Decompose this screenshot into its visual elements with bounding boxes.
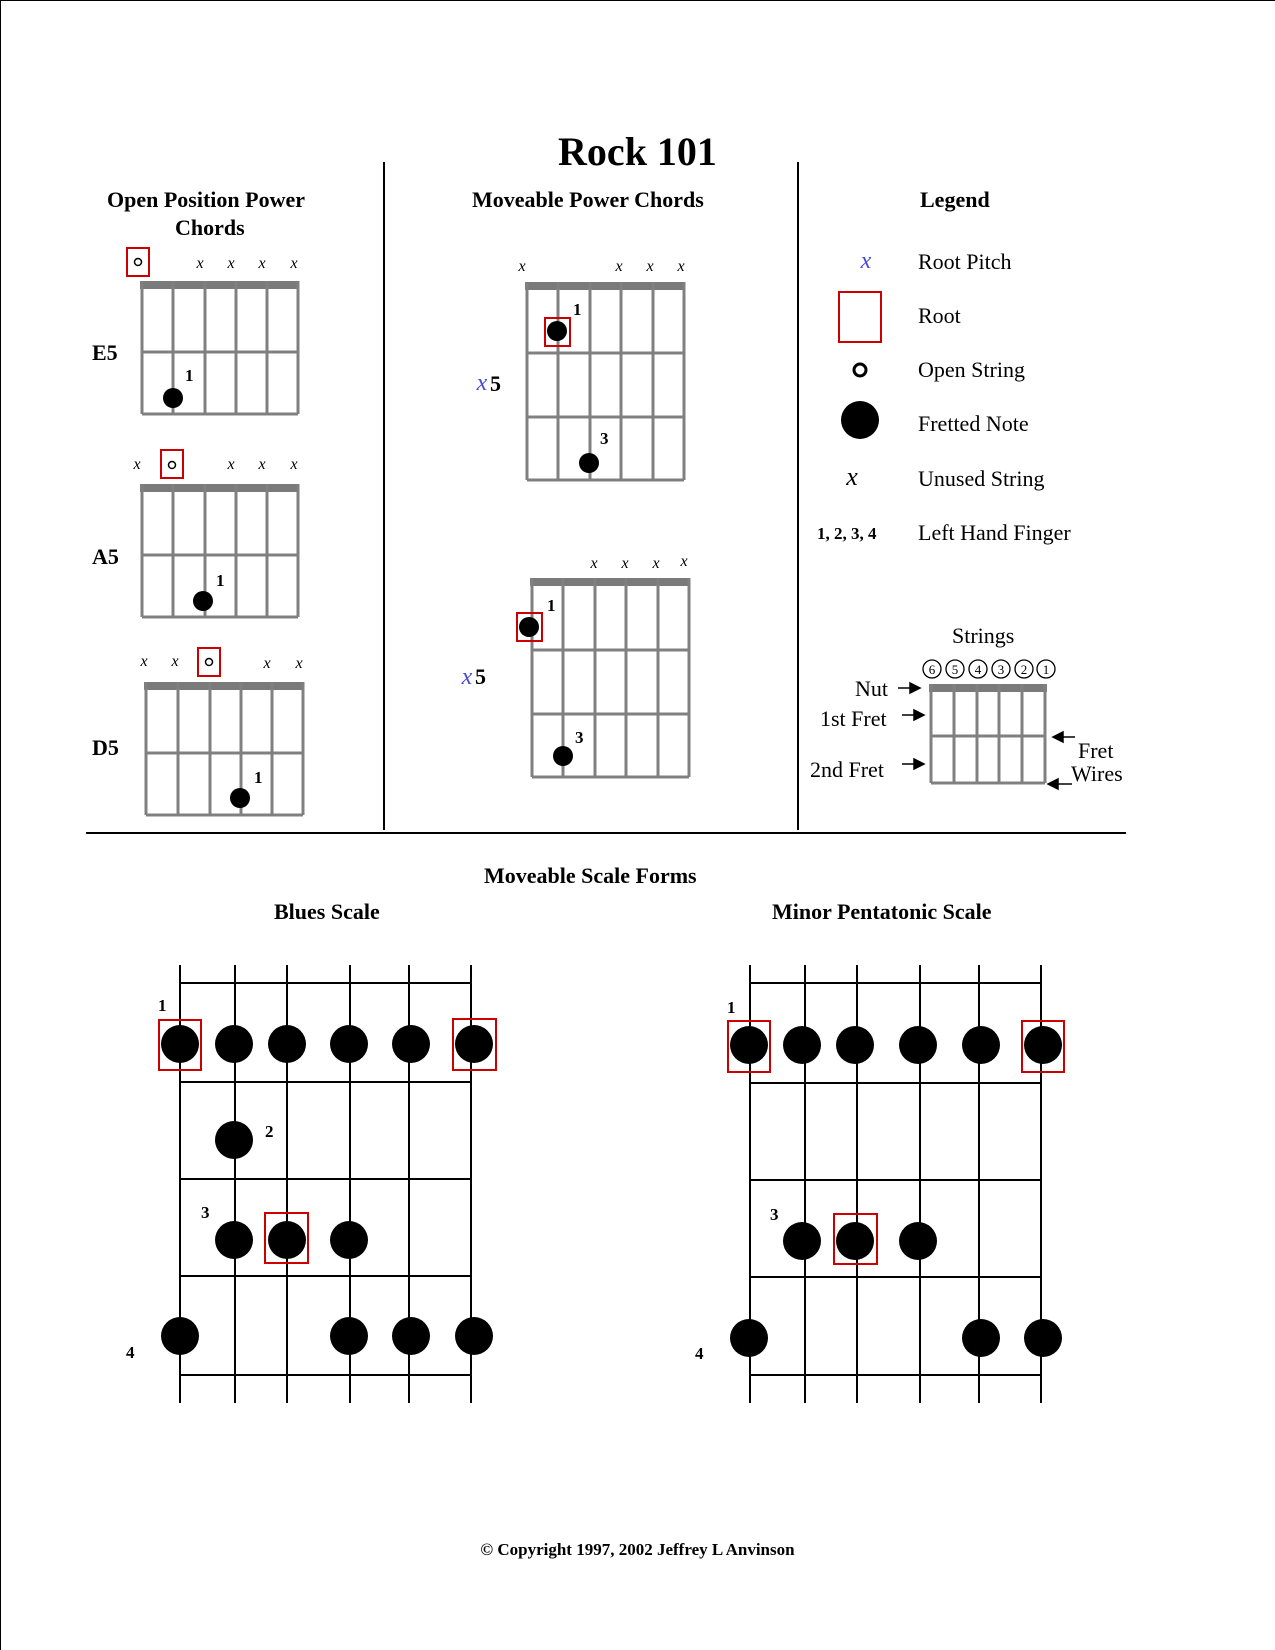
finger-number: 1 [547, 596, 556, 615]
unused-string-marker: x [518, 258, 526, 275]
root-pitch-icon: x [476, 370, 488, 396]
fretted-note [579, 453, 599, 473]
legend-heading: Legend [920, 187, 990, 212]
strings-title: Strings [952, 623, 1015, 648]
scale-note [1024, 1319, 1062, 1357]
scale-note [330, 1025, 368, 1063]
open-position-heading-line2: Chords [175, 215, 245, 240]
fretted-note [193, 591, 213, 611]
unused-string-marker: x [171, 653, 179, 670]
moveable-chord-diagram-1 [476, 258, 685, 480]
svg-text:5: 5 [951, 662, 959, 677]
scale-note [215, 1025, 253, 1063]
blues-scale-title: Blues Scale [274, 899, 380, 924]
scale-note [161, 1025, 199, 1063]
finger-number: 1 [254, 768, 263, 787]
scale-note [392, 1317, 430, 1355]
copyright: © Copyright 1997, 2002 Jeffrey L Anvinson [480, 1540, 795, 1559]
unused-string-marker: x [133, 456, 141, 473]
moveable-power-heading: Moveable Power Chords [472, 187, 704, 212]
finger-number: 3 [770, 1205, 779, 1224]
unused-string-marker: x [290, 255, 298, 272]
legend-label-fretted-note: Fretted Note [918, 411, 1029, 436]
legend-label-root: Root [918, 303, 961, 328]
fretted-note [547, 321, 567, 341]
chord-diagram-e5 [127, 248, 299, 414]
svg-text:1: 1 [1042, 662, 1050, 677]
finger-number: 3 [600, 429, 609, 448]
scale-note [215, 1121, 253, 1159]
label-2nd-fret: 2nd Fret [810, 757, 884, 782]
unused-string-marker: x [680, 553, 688, 570]
scale-note [730, 1026, 768, 1064]
legend-finger-numbers: 1, 2, 3, 4 [817, 524, 877, 543]
scale-note [899, 1026, 937, 1064]
unused-string-marker: x [677, 258, 685, 275]
scale-note [836, 1222, 874, 1260]
finger-number: 1 [216, 571, 225, 590]
open-string-icon [854, 364, 866, 376]
unused-string-marker: x [590, 555, 598, 572]
moveable-chord-diagram-2 [461, 553, 690, 777]
unused-string-marker: x [258, 255, 266, 272]
legend-label-root-pitch: Root Pitch [918, 249, 1012, 274]
scale-note [899, 1222, 937, 1260]
unused-string-marker: x [258, 456, 266, 473]
scale-note [268, 1221, 306, 1259]
unused-string-marker: x [263, 655, 271, 672]
scale-note [783, 1026, 821, 1064]
label-fret-wires-1: Fret [1078, 738, 1114, 763]
legend-label-unused-string: Unused String [918, 466, 1045, 491]
scale-note [215, 1221, 253, 1259]
page-title: Rock 101 [558, 129, 717, 174]
scale-note [455, 1025, 493, 1063]
scale-note [161, 1317, 199, 1355]
unused-string-marker: x [227, 255, 235, 272]
root-pitch-icon: x [860, 248, 872, 274]
finger-number: 1 [185, 366, 194, 385]
fretted-note [553, 746, 573, 766]
finger-number: 4 [695, 1344, 704, 1363]
scale-note [268, 1025, 306, 1063]
finger-number: 4 [126, 1343, 135, 1362]
fretted-note-icon [841, 401, 879, 439]
minor-pentatonic-title: Minor Pentatonic Scale [772, 899, 992, 924]
legend-label-open-string: Open String [918, 357, 1025, 382]
label-1st-fret: 1st Fret [820, 706, 887, 731]
root-box [161, 450, 183, 478]
blues-scale-diagram [159, 965, 496, 1403]
unused-string-marker: x [652, 555, 660, 572]
scale-note [962, 1319, 1000, 1357]
legend-symbols [839, 248, 881, 491]
label-nut: Nut [855, 676, 888, 701]
svg-text:6: 6 [928, 662, 936, 677]
root-pitch-icon: x [461, 664, 473, 690]
root-box [198, 648, 220, 676]
scale-note [836, 1026, 874, 1064]
unused-string-marker: x [227, 456, 235, 473]
strings-diagram [898, 660, 1075, 789]
unused-string-marker: x [621, 555, 629, 572]
finger-number: 1 [158, 996, 167, 1015]
scale-note [330, 1221, 368, 1259]
chord-diagram-a5 [132, 450, 299, 617]
scale-note [392, 1025, 430, 1063]
moveable-chord-name-2: 5 [475, 664, 486, 689]
finger-number: 3 [201, 1203, 210, 1222]
svg-text:3: 3 [997, 662, 1005, 677]
unused-string-marker: x [196, 255, 204, 272]
unused-string-marker: x [295, 655, 303, 672]
legend-label-left-hand-finger: Left Hand Finger [918, 520, 1071, 545]
scale-note [455, 1317, 493, 1355]
root-box [127, 248, 149, 276]
finger-number: 1 [573, 300, 582, 319]
scales-heading: Moveable Scale Forms [484, 863, 697, 888]
scale-note [730, 1319, 768, 1357]
chord-name-e5: E5 [92, 340, 118, 365]
label-fret-wires-2: Wires [1071, 761, 1123, 786]
scale-note [783, 1222, 821, 1260]
fretted-note [519, 617, 539, 637]
svg-text:4: 4 [974, 662, 982, 677]
open-position-heading-line1: Open Position Power [107, 187, 305, 212]
unused-string-marker: x [290, 456, 298, 473]
svg-text:2: 2 [1020, 662, 1028, 677]
unused-string-marker: x [140, 653, 148, 670]
fretted-note [163, 388, 183, 408]
chord-name-d5: D5 [92, 735, 119, 760]
open-string-marker [135, 259, 142, 266]
root-box-icon [839, 292, 881, 342]
open-string-marker [206, 659, 213, 666]
finger-number: 3 [575, 728, 584, 747]
unused-string-icon: x [846, 462, 858, 491]
unused-string-marker: x [646, 258, 654, 275]
fretted-note [230, 788, 250, 808]
open-string-marker [169, 462, 176, 469]
scale-note [330, 1317, 368, 1355]
scale-note [1024, 1026, 1062, 1064]
moveable-chord-name-1: 5 [490, 371, 501, 396]
chord-diagram-d5 [139, 648, 304, 815]
unused-string-marker: x [615, 258, 623, 275]
scale-note [962, 1026, 1000, 1064]
minor-pentatonic-diagram [728, 965, 1064, 1403]
finger-number: 1 [727, 998, 736, 1017]
chord-name-a5: A5 [92, 544, 119, 569]
finger-number: 2 [265, 1122, 274, 1141]
